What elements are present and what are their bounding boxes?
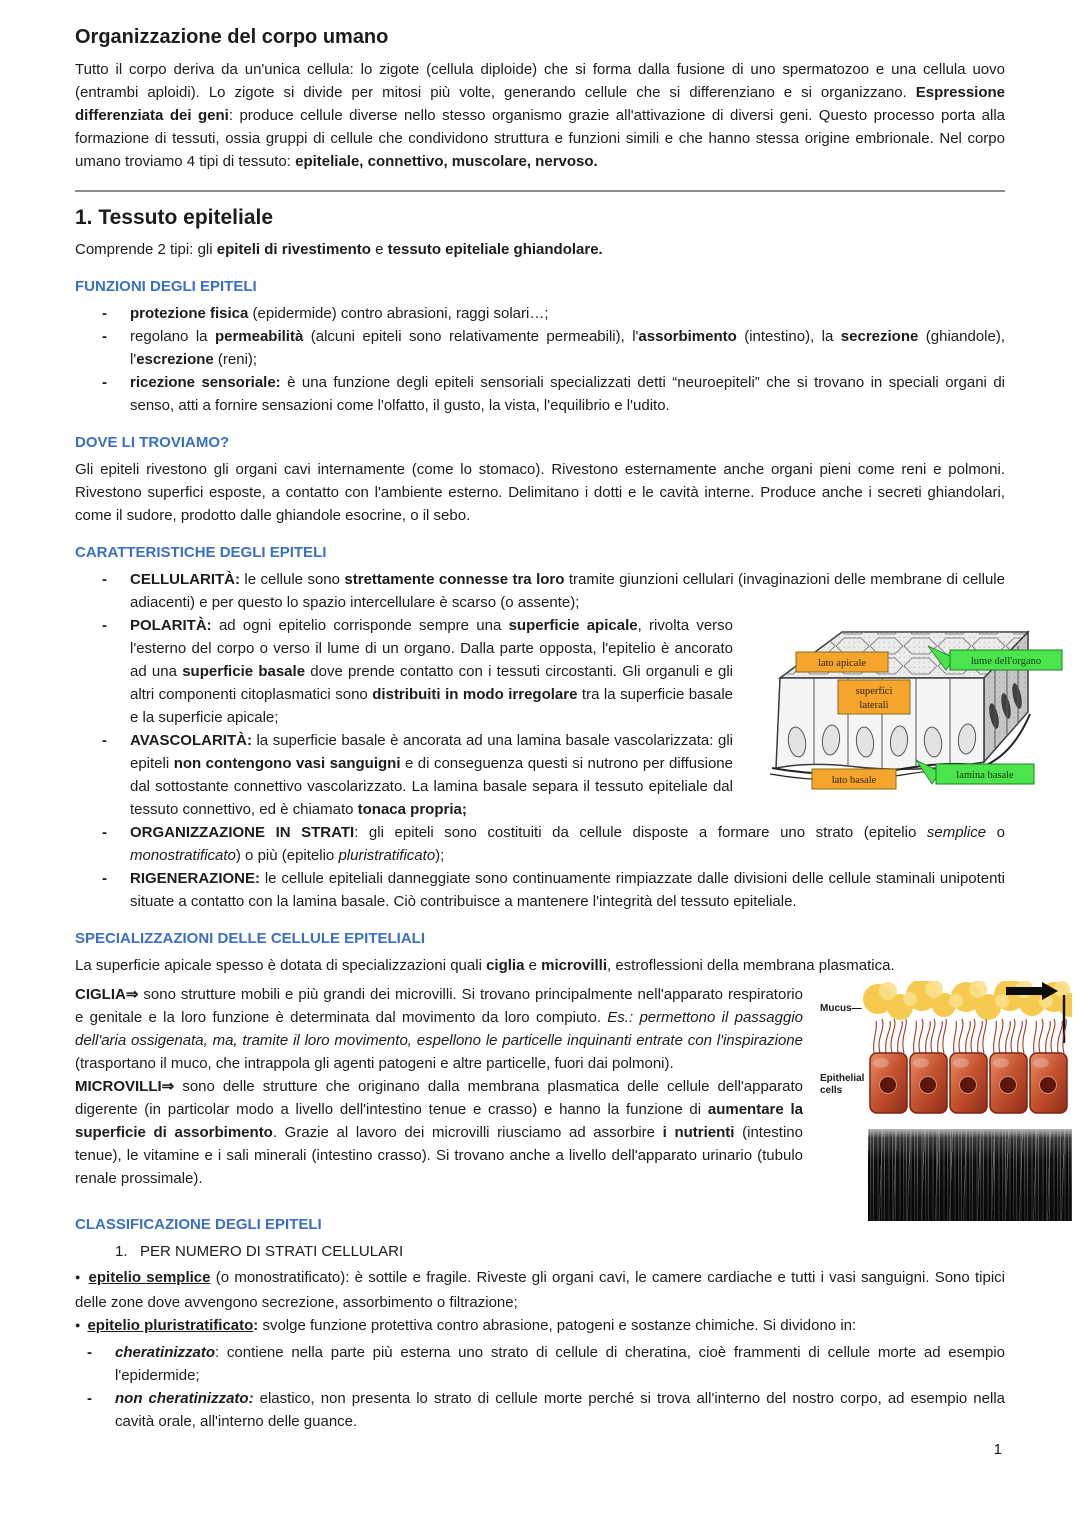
epithelial-cells-label-line2: cells <box>820 1085 843 1096</box>
list-item-cheratinizzato: - cheratinizzato: contiene nella parte più esterna uno strato di cellule di cheratina, cioè frammenti di cellule morte ad esempio l'epidermide; <box>75 1341 1005 1387</box>
mucus-label: Mucus— <box>820 1003 862 1014</box>
svg-text:lato basale: lato basale <box>831 775 877 786</box>
list-item-avascolarita: - AVASCOLARITÀ: la superficie basale è ancorata ad una lamina basale vascolarizzata: gli epiteli non contengono vasi sanguigni e di conseguenza questi si nutrono per diffusione dal sottostante connettivo vascolarizzato. La lamina basale separa il tessuto epiteliale dal tessuto connettivo, ed è chiamato tonaca propria; <box>75 729 1005 821</box>
caratteristiche-list <box>75 568 1042 913</box>
list-item-organizzazione: - ORGANIZZAZIONE IN STRATI: gli epiteli sono costituiti da cellule disposte a formare uno strato (epitelio semplice o monostratificato) o più (epitelio pluristratificato); <box>75 821 1005 867</box>
epithelial-cells-label-line1: Epithelial <box>820 1073 865 1084</box>
svg-text:superfici: superfici <box>855 686 893 697</box>
list-item-permeabilita: - regolano la permeabilità (alcuni epiteli sono relativamente permeabili), l'assorbimento (intestino), la secrezione (ghiandole), l'escrezione (reni); <box>75 325 1005 371</box>
list-item-cellularita: - CELLULARITÀ: le cellule sono strettamente connesse tra loro tramite giunzioni cellulari (invaginazioni delle membrane di cellule adiacenti) e per questo lo spazio intercellulare è scarso (o assente); <box>75 568 1005 614</box>
heading-dove-li-troviamo: DOVE LI TROVIAMO? <box>75 434 230 451</box>
funzioni-list <box>75 302 1005 417</box>
label-superfici-laterali <box>838 680 910 714</box>
section-1-title: 1. Tessuto epiteliale <box>75 206 274 229</box>
list-item-ricezione: - ricezione sensoriale: è una funzione degli epiteli sensoriali specializzati detti “neuroepiteli” che si trovano in speciali organi di senso, atti a fornire sensazioni come l'olfatto, il gusto, la vista, l'equilibrio e l'udito. <box>75 371 1005 417</box>
specializzazioni-intro: La superficie apicale spesso è dotata di specializzazioni quali ciglia e microvilli, estroflessioni della membrana plasmatica. <box>75 957 895 974</box>
heading-classificazione: CLASSIFICAZIONE DEGLI EPITELI <box>75 1216 322 1233</box>
intro-paragraph: Tutto il corpo deriva da un'unica cellula: lo zigote (cellula diploide) che si forma dalla fusione di uno spermatozoo e una cellula uovo (entrambi aploidi). Lo zigote si divide per mitosi più volte, generando cellule che si differenziano e si organizzano. Espressione differenziata dei geni: produce cellule diverse nello stesso organismo grazie all'attivazione di diversi geni. Questo processo porta alla formazione di tessuti, ossia gruppi di cellule che condividono struttura e funzioni simili e che hanno stessa origine embrionale. Nel corpo umano troviamo 4 tipi di tessuto: epiteliale, connettivo, muscolare, nervoso. <box>75 61 1005 170</box>
document-title: Organizzazione del corpo umano <box>75 26 389 48</box>
bullet-epitelio-pluristratificato: ● epitelio pluristratificato: svolge funzione protettiva contro abrasione, patogeni e sostanze chimiche. Si dividono in: <box>75 1314 1005 1339</box>
cilia-illustration <box>818 981 1072 1119</box>
ciglia-paragraph: CIGLIA⇒ sono strutture mobili e più grandi dei microvilli. Si trovano principalmente nell'apparato respiratorio e genitale e la loro funzione è determinata dal movimento da loro compiuto. Es.: permettono il passaggio dell'aria ossigenata, ma, tramite il loro movimento, espellono le particelle inquinanti entrate con l'inspirazione (trasportano il muco, che intrappola gli agenti patogeni e altre particelle, fuori dai polmoni). <box>75 986 803 1072</box>
microvilli-micrograph <box>868 1129 1072 1221</box>
bullet-epitelio-semplice: ● epitelio semplice (o monostratificato): è sottile e fragile. Riveste gli organi cavi, le camere cardiache e tutti i vasi sanguigni. Sono tipici delle zone dove avvengono secrezione, assorbimento o filtrazione; <box>75 1266 1005 1314</box>
list-item-polarita: - lato apicale lume dell'organo superfici laterali lato basale lamina basale POLARITÀ: ad ogni epitelio corrisponde sempre una superficie apicale, rivolta verso l'esterno del corpo o verso il lume di un organo. Dalla parte opposta, l'epitelio è ancorato ad una superficie basale dove prende contatto con i tessuti circostanti. Gli organuli e gli altri componenti citoplasmatici sono distribuiti in modo irregolare tra la superficie basale e la superficie apicale; <box>75 614 1005 729</box>
dove-paragraph: Gli epiteli rivestono gli organi cavi internamente (come lo stomaco). Rivestono esternamente anche organi pieni come reni e polmoni. Rivestono superfici esposte, a contatto con l'ambiente esterno. Delimitano i dotti e le cavità interne. Produce anche i secreti ghiandolari, come il sudore, prodotto dalle ghiandole esocrine, o il sebo. <box>75 461 1005 524</box>
list-item-protezione: - protezione fisica (epidermide) contro abrasioni, raggi solari…; <box>75 302 1005 325</box>
page-number: 1 <box>993 1441 1002 1458</box>
heading-caratteristiche: CARATTERISTICHE DEGLI EPITELI <box>75 544 327 561</box>
svg-text:lato apicale: - lato apicale <box>817 658 867 669</box>
heading-funzioni-degli-epiteli: FUNZIONI DEGLI EPITELI <box>75 278 257 295</box>
pluristratificato-sublist <box>75 1341 1005 1433</box>
svg-text:laterali: laterali <box>859 700 889 711</box>
cilia-figure <box>813 981 1005 1223</box>
section-1-intro: Comprende 2 tipi: gli epiteli di rivestimento e tessuto epiteliale ghiandolare. <box>75 241 603 258</box>
list-item-non-cheratinizzato: - non cheratinizzato: elastico, non presenta lo strato di cellule morte perché si trova all'interno del nostro corpo, ad esempio nella cavità orale, all'interno delle guance. <box>75 1387 1005 1433</box>
numbered-item-strati: 1. PER NUMERO DI STRATI CELLULARI <box>115 1243 404 1260</box>
svg-text:lume dell'organo: lume dell'organo <box>970 656 1042 667</box>
microvilli-paragraph: MICROVILLI⇒ sono delle strutture che originano dalla membrana plasmatica delle cellule dell'apparato digerente (in particolar modo a livello dell'intestino tenue e crasso) e hanno la funzione di aumentare la superficie di assorbimento. Grazie al lavoro dei microvilli riusciamo ad assorbire i nutrienti (intestino tenue), le vitamine e i sali minerali (intestino crasso). Si trovano anche a livello dell'apparato urinario (tubulo renale prossimale). <box>75 1078 803 1187</box>
section-divider <box>75 190 1005 192</box>
heading-specializzazioni: SPECIALIZZAZIONI DELLE CELLULE EPITELIALI <box>75 930 426 947</box>
list-item-rigenerazione: - RIGENERAZIONE: le cellule epiteliali danneggiate sono continuamente rimpiazzate dalle divisioni delle cellule staminali unipotenti situate a contatto con la lamina basale. Ciò contribuisce a mantenere l'integrità del tessuto epiteliale. <box>75 867 1005 913</box>
svg-text:lamina basale: lamina basale <box>956 770 1014 781</box>
label-lato-apicale <box>796 652 888 672</box>
